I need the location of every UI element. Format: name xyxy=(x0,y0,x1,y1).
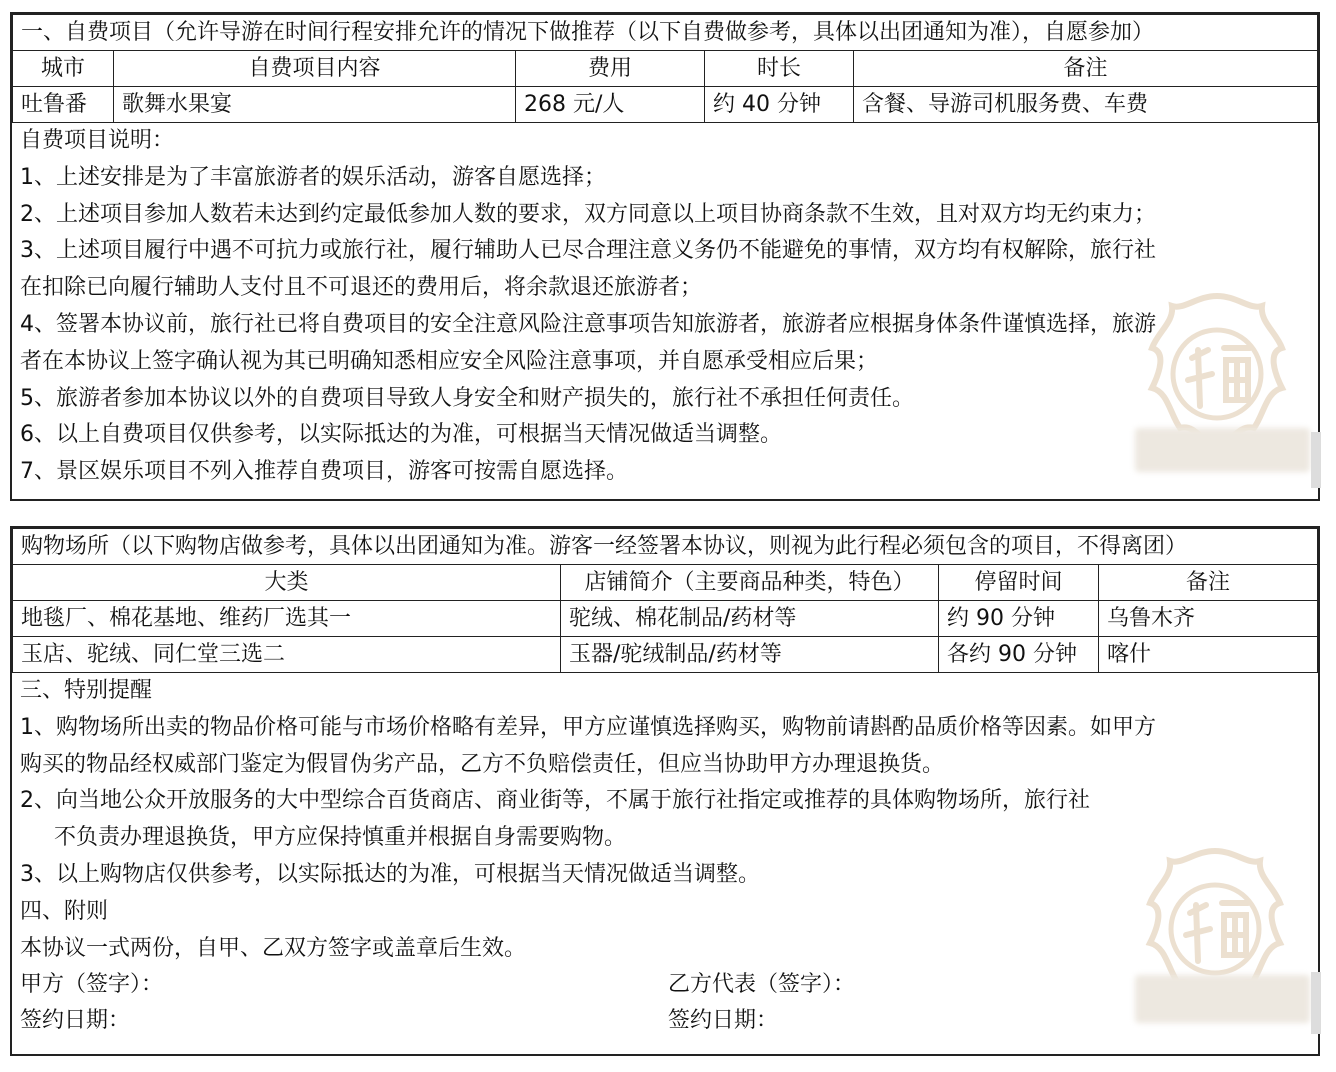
header-remark: 备注 xyxy=(854,51,1318,87)
signature-row xyxy=(12,967,1318,1003)
appendix-heading: 四、附则 xyxy=(20,898,109,924)
header-duration: 时长 xyxy=(705,51,854,87)
party-a-signature-label: 甲方（签字）： xyxy=(20,972,164,998)
header-stay-time: 停留时间 xyxy=(939,565,1099,601)
blurred-watermark-text xyxy=(1135,428,1310,472)
self-pay-table xyxy=(12,14,1318,123)
party-b-date-label: 签约日期： xyxy=(668,1008,779,1034)
header-category: 大类 xyxy=(13,565,561,601)
reminder-block xyxy=(12,673,1318,1039)
cell-city: 吐鲁番 xyxy=(13,87,114,123)
header-remark: 备注 xyxy=(1099,565,1318,601)
cell-item: 歌舞水果宴 xyxy=(114,87,516,123)
reminder-line: 1、购物场所出卖的物品价格可能与市场价格略有差异，甲方应谨慎选择购买，购物前请斟酌品质价格等因素。如甲方 xyxy=(20,714,1157,740)
note-line: 6、以上自费项目仅供参考，以实际抵达的为准，可根据当天情况做适当调整。 xyxy=(20,422,782,448)
table-header-row xyxy=(13,565,1318,601)
header-city: 城市 xyxy=(13,51,114,87)
note-line: 5、旅游者参加本协议以外的自费项目导致人身安全和财产损失的，旅行社不承担任何责任。 xyxy=(20,385,915,411)
note-line: 在扣除已向履行辅助人支付且不可退还的费用后，将余款退还旅游者； xyxy=(20,275,703,301)
party-b-signature-label: 乙方代表（签字）： xyxy=(668,972,856,998)
shopping-section xyxy=(10,526,1320,1056)
table-row xyxy=(13,601,1318,637)
cell-remark: 含餐、导游司机服务费、车费 xyxy=(854,87,1318,123)
cell-fee: 268 元/人 xyxy=(516,87,705,123)
header-shop-intro: 店铺简介（主要商品种类，特色） xyxy=(561,565,939,601)
table-row xyxy=(13,87,1318,123)
cell-remark: 喀什 xyxy=(1099,637,1318,673)
self-pay-section xyxy=(10,12,1320,501)
cell-shop-intro: 玉器/驼绒制品/药材等 xyxy=(561,637,939,673)
cell-remark: 乌鲁木齐 xyxy=(1099,601,1318,637)
shopping-title: 购物场所（以下购物店做参考，具体以出团通知为准。游客一经签署本协议，则视为此行程必须包含的项目，不得离团） xyxy=(13,529,1318,565)
notes-heading: 自费项目说明： xyxy=(20,128,175,153)
shopping-table xyxy=(12,528,1318,673)
page-edge-mark xyxy=(1311,972,1321,1034)
self-pay-notes xyxy=(12,123,1318,491)
note-line: 者在本协议上签字确认视为其已明确知悉相应安全风险注意事项，并自愿承受相应后果； xyxy=(20,348,879,374)
note-line: 3、上述项目履行中遇不可抗力或旅行社，履行辅助人已尽合理注意义务仍不能避免的事情，双方均有权解除，旅行社 xyxy=(20,238,1157,264)
note-line: 7、景区娱乐项目不列入推荐自费项目，游客可按需自愿选择。 xyxy=(20,459,628,485)
cell-stay-time: 各约 90 分钟 xyxy=(939,637,1099,673)
reminder-heading: 三、特别提醒 xyxy=(20,678,153,703)
table-header-row xyxy=(13,51,1318,87)
reminder-line: 3、以上购物店仅供参考，以实际抵达的为准，可根据当天情况做适当调整。 xyxy=(20,861,760,887)
table-row xyxy=(13,637,1318,673)
self-pay-title: 一、自费项目（允许导游在时间行程安排允许的情况下做推荐（以下自费做参考，具体以出团通知为准），自愿参加） xyxy=(13,15,1318,51)
reminder-line: 2、向当地公众开放服务的大中型综合百货商店、商业街等，不属于旅行社指定或推荐的具体购物场所，旅行社 xyxy=(20,788,1091,814)
header-item: 自费项目内容 xyxy=(114,51,516,87)
blurred-watermark-text xyxy=(1135,975,1310,1023)
reminder-line: 不负责办理退换货，甲方应保持慎重并根据自身需要购物。 xyxy=(54,825,627,851)
cell-duration: 约 40 分钟 xyxy=(705,87,854,123)
appendix-text: 本协议一式两份，自甲、乙双方签字或盖章后生效。 xyxy=(20,935,527,961)
party-a-date-label: 签约日期： xyxy=(20,1008,131,1034)
cell-stay-time: 约 90 分钟 xyxy=(939,601,1099,637)
page-edge-mark xyxy=(1311,432,1321,488)
cell-category: 玉店、驼绒、同仁堂三选二 xyxy=(13,637,561,673)
cell-category: 地毯厂、棉花基地、维药厂选其一 xyxy=(13,601,561,637)
note-line: 4、签署本协议前，旅行社已将自费项目的安全注意风险注意事项告知旅游者，旅游者应根据身体条件谨慎选择，旅游 xyxy=(20,311,1157,337)
note-line: 1、上述安排是为了丰富旅游者的娱乐活动，游客自愿选择； xyxy=(20,164,606,190)
note-line: 2、上述项目参加人数若未达到约定最低参加人数的要求，双方同意以上项目协商条款不生效，且对双方均无约束力； xyxy=(20,201,1157,227)
reminder-line: 购买的物品经权威部门鉴定为假冒伪劣产品，乙方不负赔偿责任，但应当协助甲方办理退换货。 xyxy=(20,751,945,777)
cell-shop-intro: 驼绒、棉花制品/药材等 xyxy=(561,601,939,637)
date-row xyxy=(12,1003,1318,1039)
header-fee: 费用 xyxy=(516,51,705,87)
